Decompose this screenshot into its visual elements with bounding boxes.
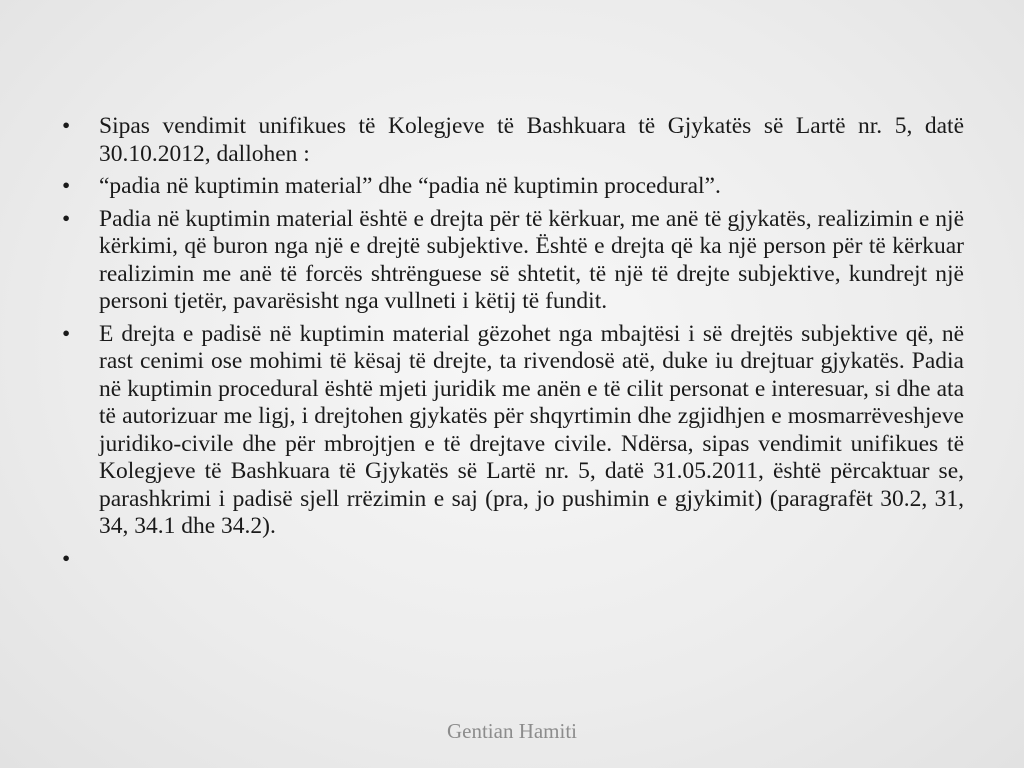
bullet-item [62,173,964,201]
bullet-list [62,113,964,573]
slide-content [62,113,964,578]
bullet-marker: • [62,173,71,199]
bullet-item-empty [62,546,964,574]
bullet-text: Sipas vendimit unifikues të Kolegjeve të Bashkuara të Gjykatës së Lartë nr. 5, datë 30.10.2012, dallohen : [99,113,964,167]
bullet-text: E drejta e padisë në kuptimin material gëzohet nga mbajtësi i së drejtës subjektive që, në rast cenimi ose mohimi të kësaj të drejte, ta rivendosë atë, duke iu drejtuar gjykatës. Padia në kuptimin procedural është mjeti juridik me anën e të cilit personat e interesuar, si dhe ata të autorizuar me ligj, i drejtohen gjykatës për shqyrtimin dhe zgjidhjen e mosmarrëveshjeve juridiko-civile dhe për mbrojtjen e të drejtave civile. Ndërsa, sipas vendimit unifikues të Kolegjeve të Bashkuara të Gjykatës së Lartë nr. 5, datë 31.05.2011, është përcaktuar se, parashkrimi i padisë sjell rrëzimin e saj (pra, jo pushimin e gjykimit) (paragrafët 30.2, 31, 34, 34.1 dhe 34.2). [99,320,964,539]
bullet-item [62,113,964,168]
bullet-marker: • [62,320,71,347]
bullet-text: Padia në kuptimin material është e drejta për të kërkuar, me anë të gjykatës, realizimin e një kërkimi, që buron nga një e drejtë subjektive. Është e drejta që ka një person për të kërkuar realizimin me anë të forcës shtrënguese së shtetit, të një të drejte subjektive, kundrejt një personi tjetër, pavarësisht nga vullneti i këtij të fundit. [99,205,964,314]
bullet-item [62,321,964,541]
footer-author: Gentian Hamiti [446,719,578,743]
bullet-item [62,206,964,316]
bullet-marker: • [62,205,71,232]
bullet-text: “padia në kuptimin material” dhe “padia në kuptimin procedural”. [99,173,721,199]
bullet-marker: • [62,545,71,572]
bullet-marker: • [62,113,71,139]
